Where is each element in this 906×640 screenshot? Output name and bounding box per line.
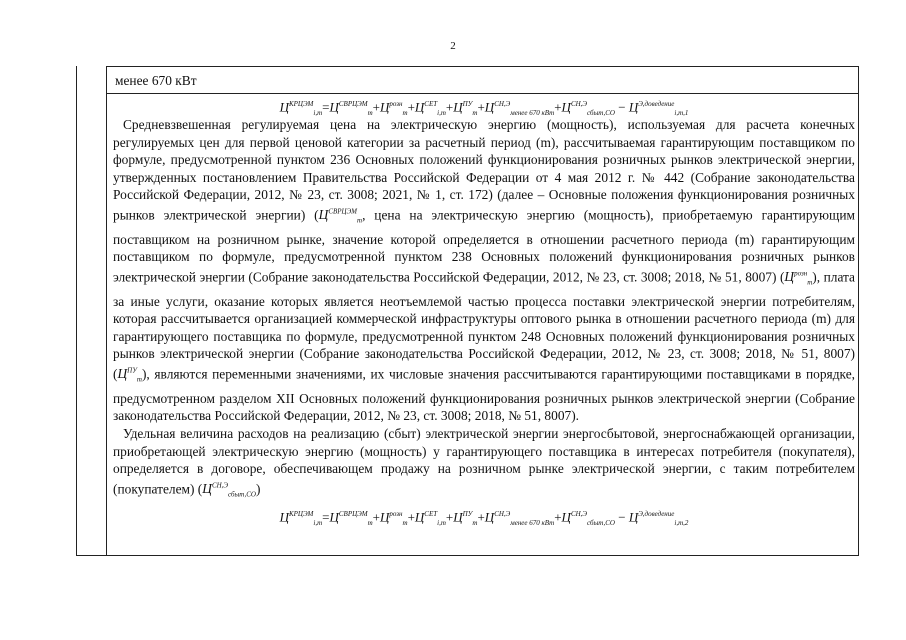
formula-top: $Ц^{КРЦЭМ}_{i,m}=Ц^{СВРЦЭМ}_m+Ц^{розн}_m+Ц^{СЕТ}_{i,m}+Ц^{ПУ}_m+Ц^{СН,Э}_{менее 670 кВт}+Ц^{СН,Э}_{сбыт,СО} - Ц^{Э,доведение}_{i,m,1}$ — [279, 99, 689, 117]
paragraph-1: Средневзвешенная регулируемая цена на электрическую энергию (мощность), используемая для расчета конечных регулируемых цен для первой ценовой категории за расчетный период (m), рассчитываемая гарантирующим поставщиком по формуле, предусмотренной пунктом 236 Основных положений функционирования розничных рынков электрической энергии, утвержденных постановлением Правительства Российской Федерации от 4 мая 2012 г. № 442 (Собрание законодательства Российской Федерации, 2012, № 23, ст. 3008; 2021, № 1, ст. 172) (далее – Основные положения функционирования розничных рынков электрической энергии) ($Ц^{СВРЦЭМ}_m$, цена на электрическую энергию (мощность), приобретаемую гарантирующим поставщиком на розничном рынке, значение которой определяется в отношении расчетного периода (m) гарантирующим поставщиком по формуле, предусмотренной пунктом 238 Основных положений функционирования розничных рынков электрической энергии (Собрание законодательства Российской Федерации, 2012, № 23, ст. 3008; 2018, № 51, 8007) $(Ц^{розн}_m)$, плата за иные услуги, оказание которых является неотъемлемой частью процесса поставки электрической энергии потребителям, которая рассчитывается организацией коммерческой инфраструктуры оптового рынка в отношении расчетного периода (m) для гарантирующего поставщика по формуле, предусмотренной пунктом 248 Основных положений функционирования розничных рынков электрической энергии (Собрание законодательства Российской Федерации, 2012, № 23, ст. 3008; 2018, № 51, 8007) $(Ц^{ПУ}_m)$, являются переменными значениями, их числовые значения рассчитываются гарантирующими поставщиками в порядке, предусмотренном разделом XII Основных положений функционирования розничных рынков электрической энергии (Собрание законодательства Российской Федерации, 2012, № 23, ст. 3008; 2018, № 51, 8007). — [113, 117, 855, 424]
row-header: менее 670 кВт — [115, 73, 197, 88]
formula-bottom: $Ц^{КРЦЭМ}_{i,m}=Ц^{СВРЦЭМ}_m+Ц^{розн}_m+Ц^{СЕТ}_{i,m}+Ц^{ПУ}_m+Ц^{СН,Э}_{менее 670 кВт}+Ц^{СН,Э}_{сбыт,СО} - Ц^{Э,доведение}_{i,m,2}$ — [279, 509, 689, 528]
table-content-cell — [113, 68, 855, 528]
table-column-divider — [106, 66, 107, 556]
paragraph-2: Удельная величина расходов на реализацию (сбыт) электрической энергии энергосбытовой, энергоснабжающей организации, приобретающей электрическую энергию (мощность) у гарантирующего поставщика в интересах потребителя (покупателя), определяется в договоре, обеспечивающем продажу на розничном рынке электрической энергии, с таким потребителем (покупателем) $(Ц^{СН,Э}_{сбыт,СО})$ — [113, 425, 855, 499]
table-bottom-border-left — [76, 555, 107, 556]
table-bottom-border — [106, 555, 859, 556]
table-right-border — [858, 66, 859, 556]
page-number: 2 — [450, 40, 456, 52]
table-left-border — [76, 66, 77, 556]
table-top-border — [106, 66, 859, 67]
